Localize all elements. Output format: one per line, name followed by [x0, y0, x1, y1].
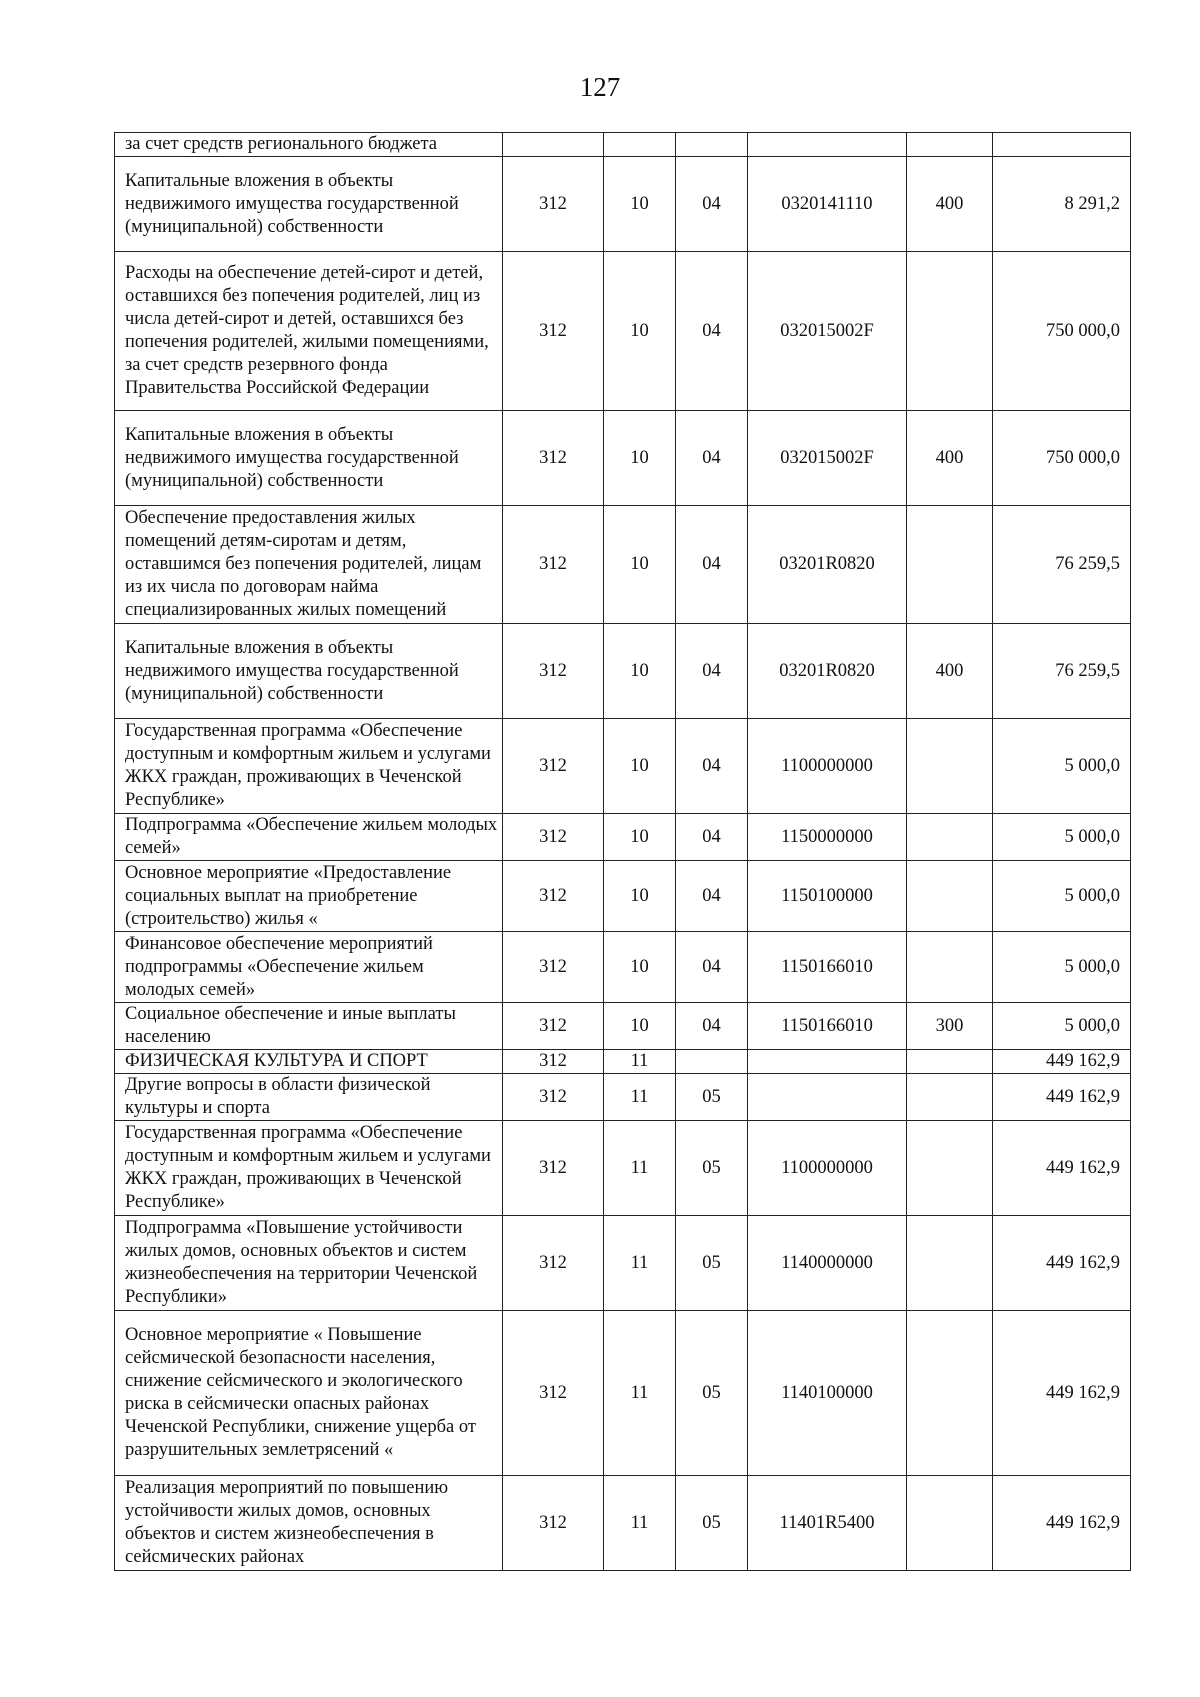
- cell-name: Расходы на обеспечение детей-сирот и детей, оставшихся без попечения родителей, лиц из числа детей-сирот и детей, оставшихся без попечения родителей, жилыми помещениями, за счет средств резервного фонда Правительства Российской Федерации: [115, 252, 503, 411]
- cell-amount: 76 259,5: [993, 506, 1131, 624]
- cell-target-article: 1150100000: [748, 861, 907, 932]
- cell-expense-type: [907, 1050, 993, 1074]
- cell-section-code: 11: [604, 1050, 676, 1074]
- page-number: 127: [579, 72, 621, 102]
- cell-amount: 5 000,0: [993, 814, 1131, 861]
- cell-name: за счет средств регионального бюджета: [115, 133, 503, 157]
- cell-name: Подпрограмма «Повышение устойчивости жилых домов, основных объектов и систем жизнеобеспечения на территории Чеченской Республики»: [115, 1216, 503, 1311]
- cell-name: Реализация мероприятий по повышению устойчивости жилых домов, основных объектов и систем жизнеобеспечения в сейсмических районах: [115, 1476, 503, 1571]
- cell-expense-type: [907, 1216, 993, 1311]
- table-row: [115, 624, 1131, 719]
- cell-ved-code: 312: [503, 1311, 604, 1476]
- cell-section-code: 10: [604, 861, 676, 932]
- cell-expense-type: [907, 1121, 993, 1216]
- cell-section-code: 11: [604, 1476, 676, 1571]
- cell-name: Государственная программа «Обеспечение доступным и комфортным жильем и услугами ЖКХ граждан, проживающих в Чеченской Республике»: [115, 1121, 503, 1216]
- table-row: [115, 861, 1131, 932]
- cell-ved-code: 312: [503, 157, 604, 252]
- cell-subsection-code: 04: [676, 624, 748, 719]
- cell-ved-code: 312: [503, 1476, 604, 1571]
- cell-expense-type: [907, 252, 993, 411]
- cell-section-code: 10: [604, 1003, 676, 1050]
- cell-expense-type: [907, 814, 993, 861]
- cell-amount: 449 162,9: [993, 1311, 1131, 1476]
- cell-name: Капитальные вложения в объекты недвижимого имущества государственной (муниципальной) собственности: [115, 411, 503, 506]
- cell-target-article: 1100000000: [748, 1121, 907, 1216]
- cell-amount: 449 162,9: [993, 1050, 1131, 1074]
- cell-expense-type: [907, 506, 993, 624]
- cell-expense-type: [907, 1311, 993, 1476]
- cell-subsection-code: 04: [676, 932, 748, 1003]
- cell-expense-type: 300: [907, 1003, 993, 1050]
- cell-amount: 449 162,9: [993, 1476, 1131, 1571]
- cell-ved-code: 312: [503, 506, 604, 624]
- table-body: [115, 133, 1131, 1571]
- cell-expense-type: 400: [907, 624, 993, 719]
- cell-expense-type: 400: [907, 157, 993, 252]
- cell-name: Другие вопросы в области физической культуры и спорта: [115, 1074, 503, 1121]
- cell-target-article: 1150166010: [748, 932, 907, 1003]
- cell-subsection-code: 04: [676, 861, 748, 932]
- cell-expense-type: [907, 861, 993, 932]
- cell-expense-type: [907, 133, 993, 157]
- cell-target-article: 032015002F: [748, 252, 907, 411]
- table-row: [115, 157, 1131, 252]
- cell-target-article: [748, 1050, 907, 1074]
- cell-section-code: 10: [604, 814, 676, 861]
- cell-subsection-code: 05: [676, 1311, 748, 1476]
- cell-target-article: [748, 1074, 907, 1121]
- table-row: [115, 814, 1131, 861]
- cell-amount: 5 000,0: [993, 1003, 1131, 1050]
- cell-ved-code: 312: [503, 1216, 604, 1311]
- cell-subsection-code: [676, 1050, 748, 1074]
- cell-name: Обеспечение предоставления жилых помещений детям-сиротам и детям, оставшимся без попечения родителей, лицам из их числа по договорам найма специализированных жилых помещений: [115, 506, 503, 624]
- table-row: [115, 1311, 1131, 1476]
- cell-ved-code: 312: [503, 624, 604, 719]
- cell-section-code: 11: [604, 1074, 676, 1121]
- cell-expense-type: [907, 1476, 993, 1571]
- cell-target-article: 1150000000: [748, 814, 907, 861]
- cell-expense-type: 400: [907, 411, 993, 506]
- cell-ved-code: 312: [503, 1121, 604, 1216]
- cell-target-article: 1100000000: [748, 719, 907, 814]
- table-row: [115, 252, 1131, 411]
- cell-name: Капитальные вложения в объекты недвижимого имущества государственной (муниципальной) собственности: [115, 157, 503, 252]
- cell-subsection-code: 05: [676, 1476, 748, 1571]
- cell-name: Социальное обеспечение и иные выплаты населению: [115, 1003, 503, 1050]
- cell-ved-code: 312: [503, 1074, 604, 1121]
- cell-subsection-code: 04: [676, 814, 748, 861]
- cell-target-article: 11401R5400: [748, 1476, 907, 1571]
- cell-target-article: 1150166010: [748, 1003, 907, 1050]
- cell-ved-code: 312: [503, 252, 604, 411]
- cell-section-code: 10: [604, 719, 676, 814]
- cell-ved-code: 312: [503, 411, 604, 506]
- table-row: [115, 1121, 1131, 1216]
- cell-amount: 449 162,9: [993, 1121, 1131, 1216]
- table-row: [115, 1216, 1131, 1311]
- table-row: [115, 1050, 1131, 1074]
- cell-target-article: 0320141110: [748, 157, 907, 252]
- cell-amount: 750 000,0: [993, 252, 1131, 411]
- cell-subsection-code: 05: [676, 1074, 748, 1121]
- cell-target-article: 032015002F: [748, 411, 907, 506]
- cell-amount: 8 291,2: [993, 157, 1131, 252]
- cell-subsection-code: 05: [676, 1216, 748, 1311]
- cell-subsection-code: 04: [676, 719, 748, 814]
- cell-target-article: 1140100000: [748, 1311, 907, 1476]
- table-row: [115, 506, 1131, 624]
- cell-subsection-code: 04: [676, 411, 748, 506]
- table-row: [115, 1003, 1131, 1050]
- table-row: [115, 932, 1131, 1003]
- cell-section-code: 11: [604, 1216, 676, 1311]
- cell-section-code: 11: [604, 1121, 676, 1216]
- table-row: [115, 719, 1131, 814]
- cell-expense-type: [907, 932, 993, 1003]
- cell-section-code: 11: [604, 1311, 676, 1476]
- cell-amount: 449 162,9: [993, 1216, 1131, 1311]
- cell-target-article: 03201R0820: [748, 506, 907, 624]
- cell-section-code: 10: [604, 506, 676, 624]
- cell-amount: 76 259,5: [993, 624, 1131, 719]
- cell-amount: 5 000,0: [993, 932, 1131, 1003]
- cell-section-code: 10: [604, 157, 676, 252]
- cell-amount: 5 000,0: [993, 719, 1131, 814]
- cell-ved-code: [503, 133, 604, 157]
- table-row: [115, 1476, 1131, 1571]
- cell-name: Основное мероприятие « Повышение сейсмической безопасности населения, снижение сейсмического и экологического риска в сейсмически опасных районах Чеченской Республики, снижение ущерба от разрушительных землетрясений «: [115, 1311, 503, 1476]
- cell-subsection-code: [676, 133, 748, 157]
- cell-subsection-code: 04: [676, 157, 748, 252]
- cell-ved-code: 312: [503, 861, 604, 932]
- cell-ved-code: 312: [503, 1003, 604, 1050]
- cell-name: ФИЗИЧЕСКАЯ КУЛЬТУРА И СПОРТ: [115, 1050, 503, 1074]
- cell-name: Подпрограмма «Обеспечение жильем молодых семей»: [115, 814, 503, 861]
- cell-subsection-code: 04: [676, 506, 748, 624]
- cell-target-article: 03201R0820: [748, 624, 907, 719]
- cell-ved-code: 312: [503, 719, 604, 814]
- cell-section-code: 10: [604, 411, 676, 506]
- cell-name: Финансовое обеспечение мероприятий подпрограммы «Обеспечение жильем молодых семей»: [115, 932, 503, 1003]
- budget-table: [114, 132, 1131, 1571]
- cell-amount: 750 000,0: [993, 411, 1131, 506]
- cell-section-code: 10: [604, 932, 676, 1003]
- cell-expense-type: [907, 1074, 993, 1121]
- cell-ved-code: 312: [503, 814, 604, 861]
- cell-target-article: [748, 133, 907, 157]
- cell-ved-code: 312: [503, 1050, 604, 1074]
- cell-amount: [993, 133, 1131, 157]
- table-row: [115, 133, 1131, 157]
- cell-expense-type: [907, 719, 993, 814]
- cell-section-code: [604, 133, 676, 157]
- cell-name: Капитальные вложения в объекты недвижимого имущества государственной (муниципальной) собственности: [115, 624, 503, 719]
- cell-subsection-code: 05: [676, 1121, 748, 1216]
- cell-section-code: 10: [604, 624, 676, 719]
- cell-amount: 5 000,0: [993, 861, 1131, 932]
- cell-name: Государственная программа «Обеспечение доступным и комфортным жильем и услугами ЖКХ граждан, проживающих в Чеченской Республике»: [115, 719, 503, 814]
- cell-amount: 449 162,9: [993, 1074, 1131, 1121]
- cell-ved-code: 312: [503, 932, 604, 1003]
- table-row: [115, 1074, 1131, 1121]
- cell-target-article: 1140000000: [748, 1216, 907, 1311]
- cell-name: Основное мероприятие «Предоставление социальных выплат на приобретение (строительство) жилья «: [115, 861, 503, 932]
- cell-subsection-code: 04: [676, 252, 748, 411]
- cell-subsection-code: 04: [676, 1003, 748, 1050]
- table-row: [115, 411, 1131, 506]
- cell-section-code: 10: [604, 252, 676, 411]
